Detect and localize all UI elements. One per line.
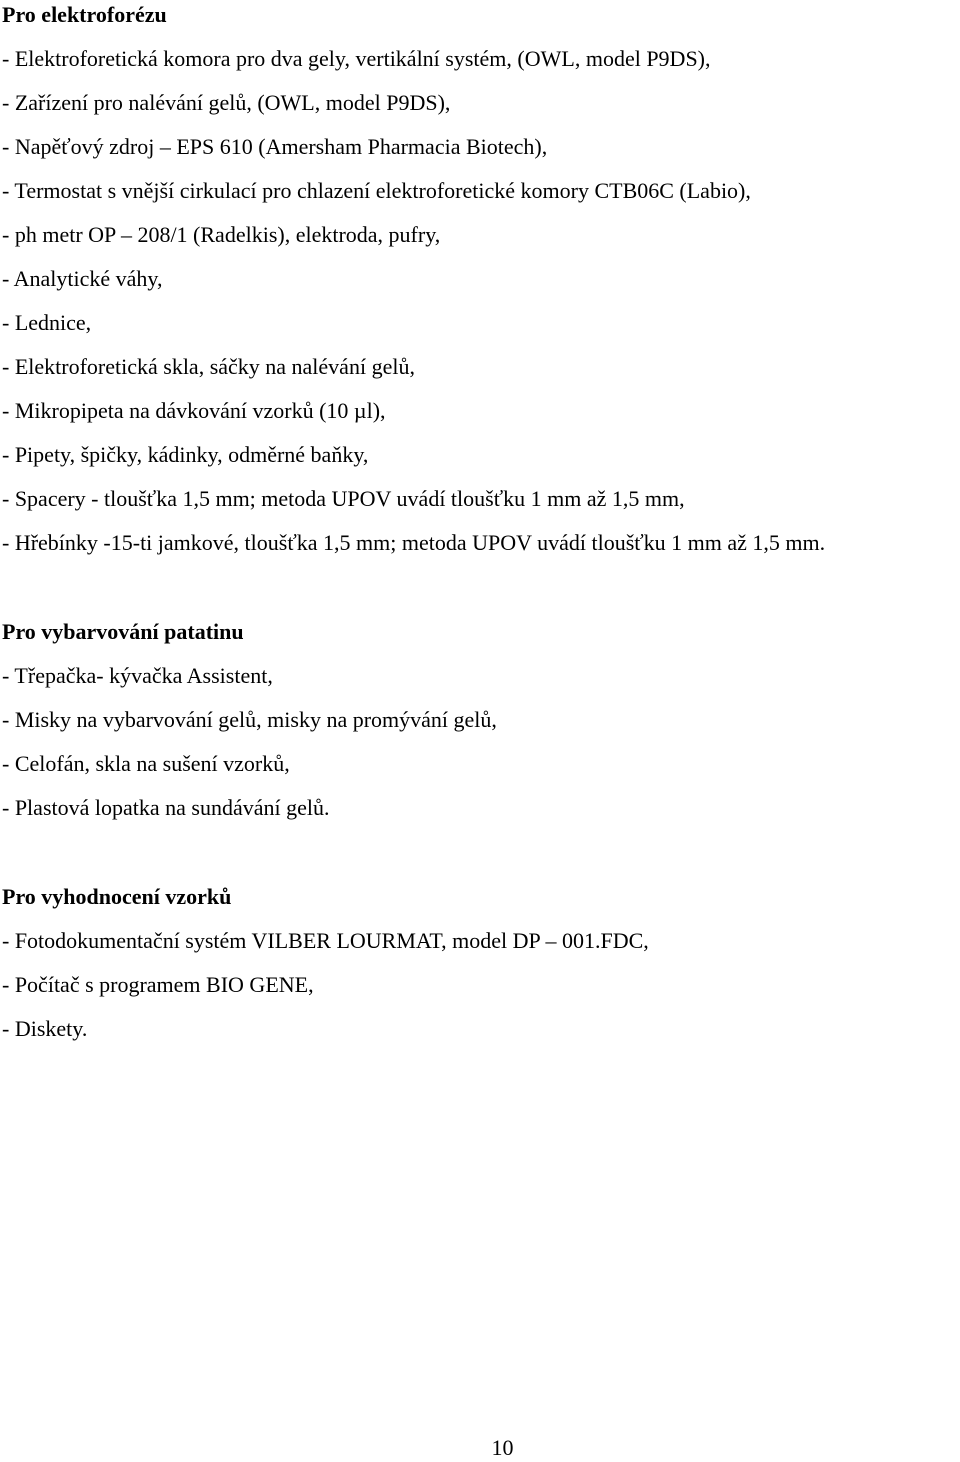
- list-item: - Diskety.: [2, 1016, 88, 1041]
- section-heading: Pro vybarvování patatinu: [2, 619, 244, 644]
- list-item: - Pipety, špičky, kádinky, odměrné baňky,: [2, 442, 369, 467]
- list-item: - Elektroforetická skla, sáčky na nalévání gelů,: [2, 354, 415, 379]
- section-heading: Pro vyhodnocení vzorků: [2, 884, 232, 909]
- list-item: - Počítač s programem BIO GENE,: [2, 972, 314, 997]
- list-item: - Termostat s vnější cirkulací pro chlazení elektroforetické komory CTB06C (Labio),: [2, 178, 751, 203]
- list-item: - Celofán, skla na sušení vzorků,: [2, 751, 290, 776]
- list-item: - ph metr OP – 208/1 (Radelkis), elektroda, pufry,: [2, 222, 441, 247]
- list-item: - Třepačka- kývačka Assistent,: [2, 663, 273, 688]
- list-item: - Misky na vybarvování gelů, misky na promývání gelů,: [2, 707, 497, 732]
- section-heading: Pro elektroforézu: [2, 2, 167, 27]
- list-item: - Elektroforetická komora pro dva gely, vertikální systém, (OWL, model P9DS),: [2, 46, 711, 71]
- list-item: - Spacery - tloušťka 1,5 mm; metoda UPOV uvádí tloušťku 1 mm až 1,5 mm,: [2, 486, 685, 511]
- list-item: - Hřebínky -15-ti jamkové, tloušťka 1,5 mm; metoda UPOV uvádí tloušťku 1 mm až 1,5 mm.: [2, 530, 826, 555]
- list-item: - Fotodokumentační systém VILBER LOURMAT, model DP – 001.FDC,: [2, 928, 649, 953]
- page-number: 10: [491, 1435, 514, 1460]
- list-item: - Zařízení pro nalévání gelů, (OWL, model P9DS),: [2, 90, 451, 115]
- list-item: - Plastová lopatka na sundávání gelů.: [2, 795, 330, 820]
- list-item: - Mikropipeta na dávkování vzorků (10 µl),: [2, 398, 386, 423]
- list-item: - Lednice,: [2, 310, 92, 335]
- list-item: - Napěťový zdroj – EPS 610 (Amersham Pharmacia Biotech),: [2, 134, 548, 159]
- list-item: - Analytické váhy,: [2, 266, 163, 291]
